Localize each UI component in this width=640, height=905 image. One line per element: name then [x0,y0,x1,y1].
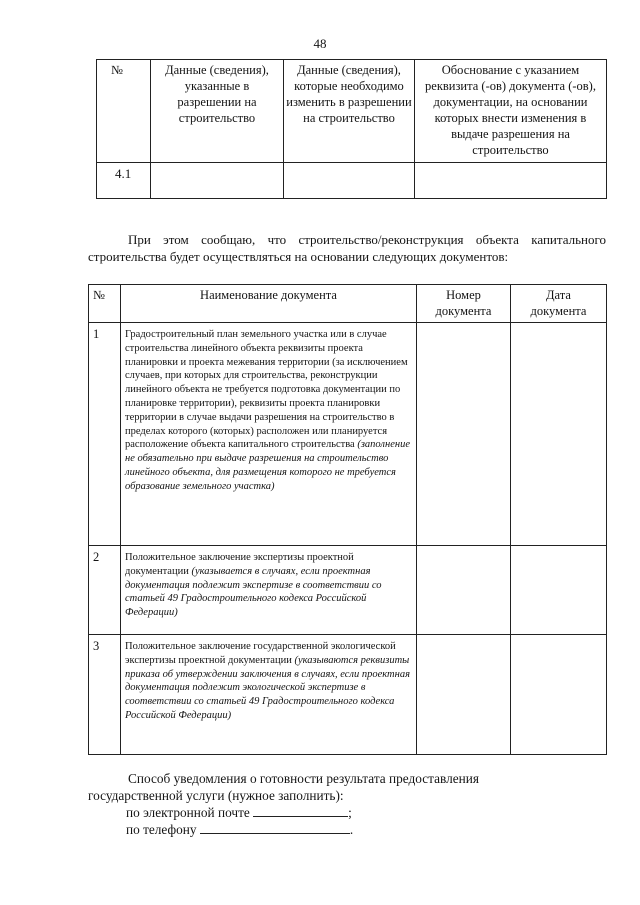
statement-text: При этом сообщаю, что строительство/реконструкция объекта капитального строительства будет осуществляться на основании следующих документов: [88,232,606,264]
document-name-cell [121,323,417,546]
row-current-data[interactable] [151,163,284,199]
phone-end: . [349,822,354,837]
document-name-cell [121,546,417,635]
row-number: 2 [89,546,121,635]
document-date-cell[interactable] [511,323,607,546]
table-row [89,323,607,546]
page-number: 48 [313,36,327,51]
header-document-date: Дата документа [511,285,607,323]
changes-table-header [97,60,607,163]
email-blank[interactable] [253,804,348,817]
document-number-cell[interactable] [417,323,511,546]
header-justification: Обоснование с указанием реквизита (-ов) документа (-ов), документации, на основании которых внести изменения в выдаче разрешения на строительство [415,60,607,163]
document-name-cell [121,635,417,755]
phone-label: по телефону [126,822,197,837]
changes-table [96,59,607,199]
documents-table-header [89,285,607,323]
row-justification[interactable] [415,163,607,199]
email-option [88,804,606,821]
table-row [89,546,607,635]
header-number: № [97,60,151,163]
row-data-to-change[interactable] [284,163,415,199]
document-number-cell[interactable] [417,635,511,755]
header-data-to-change: Данные (сведения), которые необходимо изменить в разрешении на строительство [284,60,415,163]
table-row [89,635,607,755]
documents-table [88,284,607,755]
header-current-data: Данные (сведения), указанные в разрешении на строительство [151,60,284,163]
row-number: 3 [89,635,121,755]
document-note: (указывается в случаях, если проектная документация подлежит экспертизе в соответствии со статьей 49 Градостроительного кодекса Российской Федерации) [125,565,382,619]
phone-option [88,821,606,838]
row-number: 4.1 [97,163,151,199]
notification-heading-cont: государственной услуги (нужное заполнить): [88,788,344,803]
document-name: Положительное заключение экспертизы проектной документации [125,552,354,577]
phone-blank[interactable] [200,821,350,834]
notification-section [88,770,606,838]
email-label: по электронной почте [126,805,250,820]
document-date-cell[interactable] [511,546,607,635]
table-row [97,163,607,199]
header-number: № [89,285,121,323]
row-number: 1 [89,323,121,546]
email-end: ; [348,805,352,820]
document-number-cell[interactable] [417,546,511,635]
document-name: Градостроительный план земельного участка или в случае строительства линейного объекта реквизиты проекта планировки и проекта межевания территории (за исключением случаев, при которых для строительства, реконструкции линейного объекта не требуется подготовка документации по планировке территории), реквизиты проекта планировки территории в случае выдачи разрешения на строительство в пределах которого (которых) расположен или планируется расположение объекта капитального строительства [125,329,408,451]
header-document-number: Номер документа [417,285,511,323]
document-note: (заполнение не обязательно при выдаче разрешения на строительство линейного объекта, для размещения которого не требуется образование земельного участка) [125,439,410,492]
document-name: Положительное заключение государственной экологической экспертизы проектной документации [125,641,396,666]
document-note: (указываются реквизиты приказа об утверждении заключения в случаях, если проектная документация подлежит экологической экспертизе в соответствии со статьей 49 Градостроительного кодекса Российской Федерации) [125,654,410,721]
notification-heading: Способ уведомления о готовности результата предоставления [128,771,480,786]
header-document-name: Наименование документа [121,285,417,323]
document-date-cell[interactable] [511,635,607,755]
